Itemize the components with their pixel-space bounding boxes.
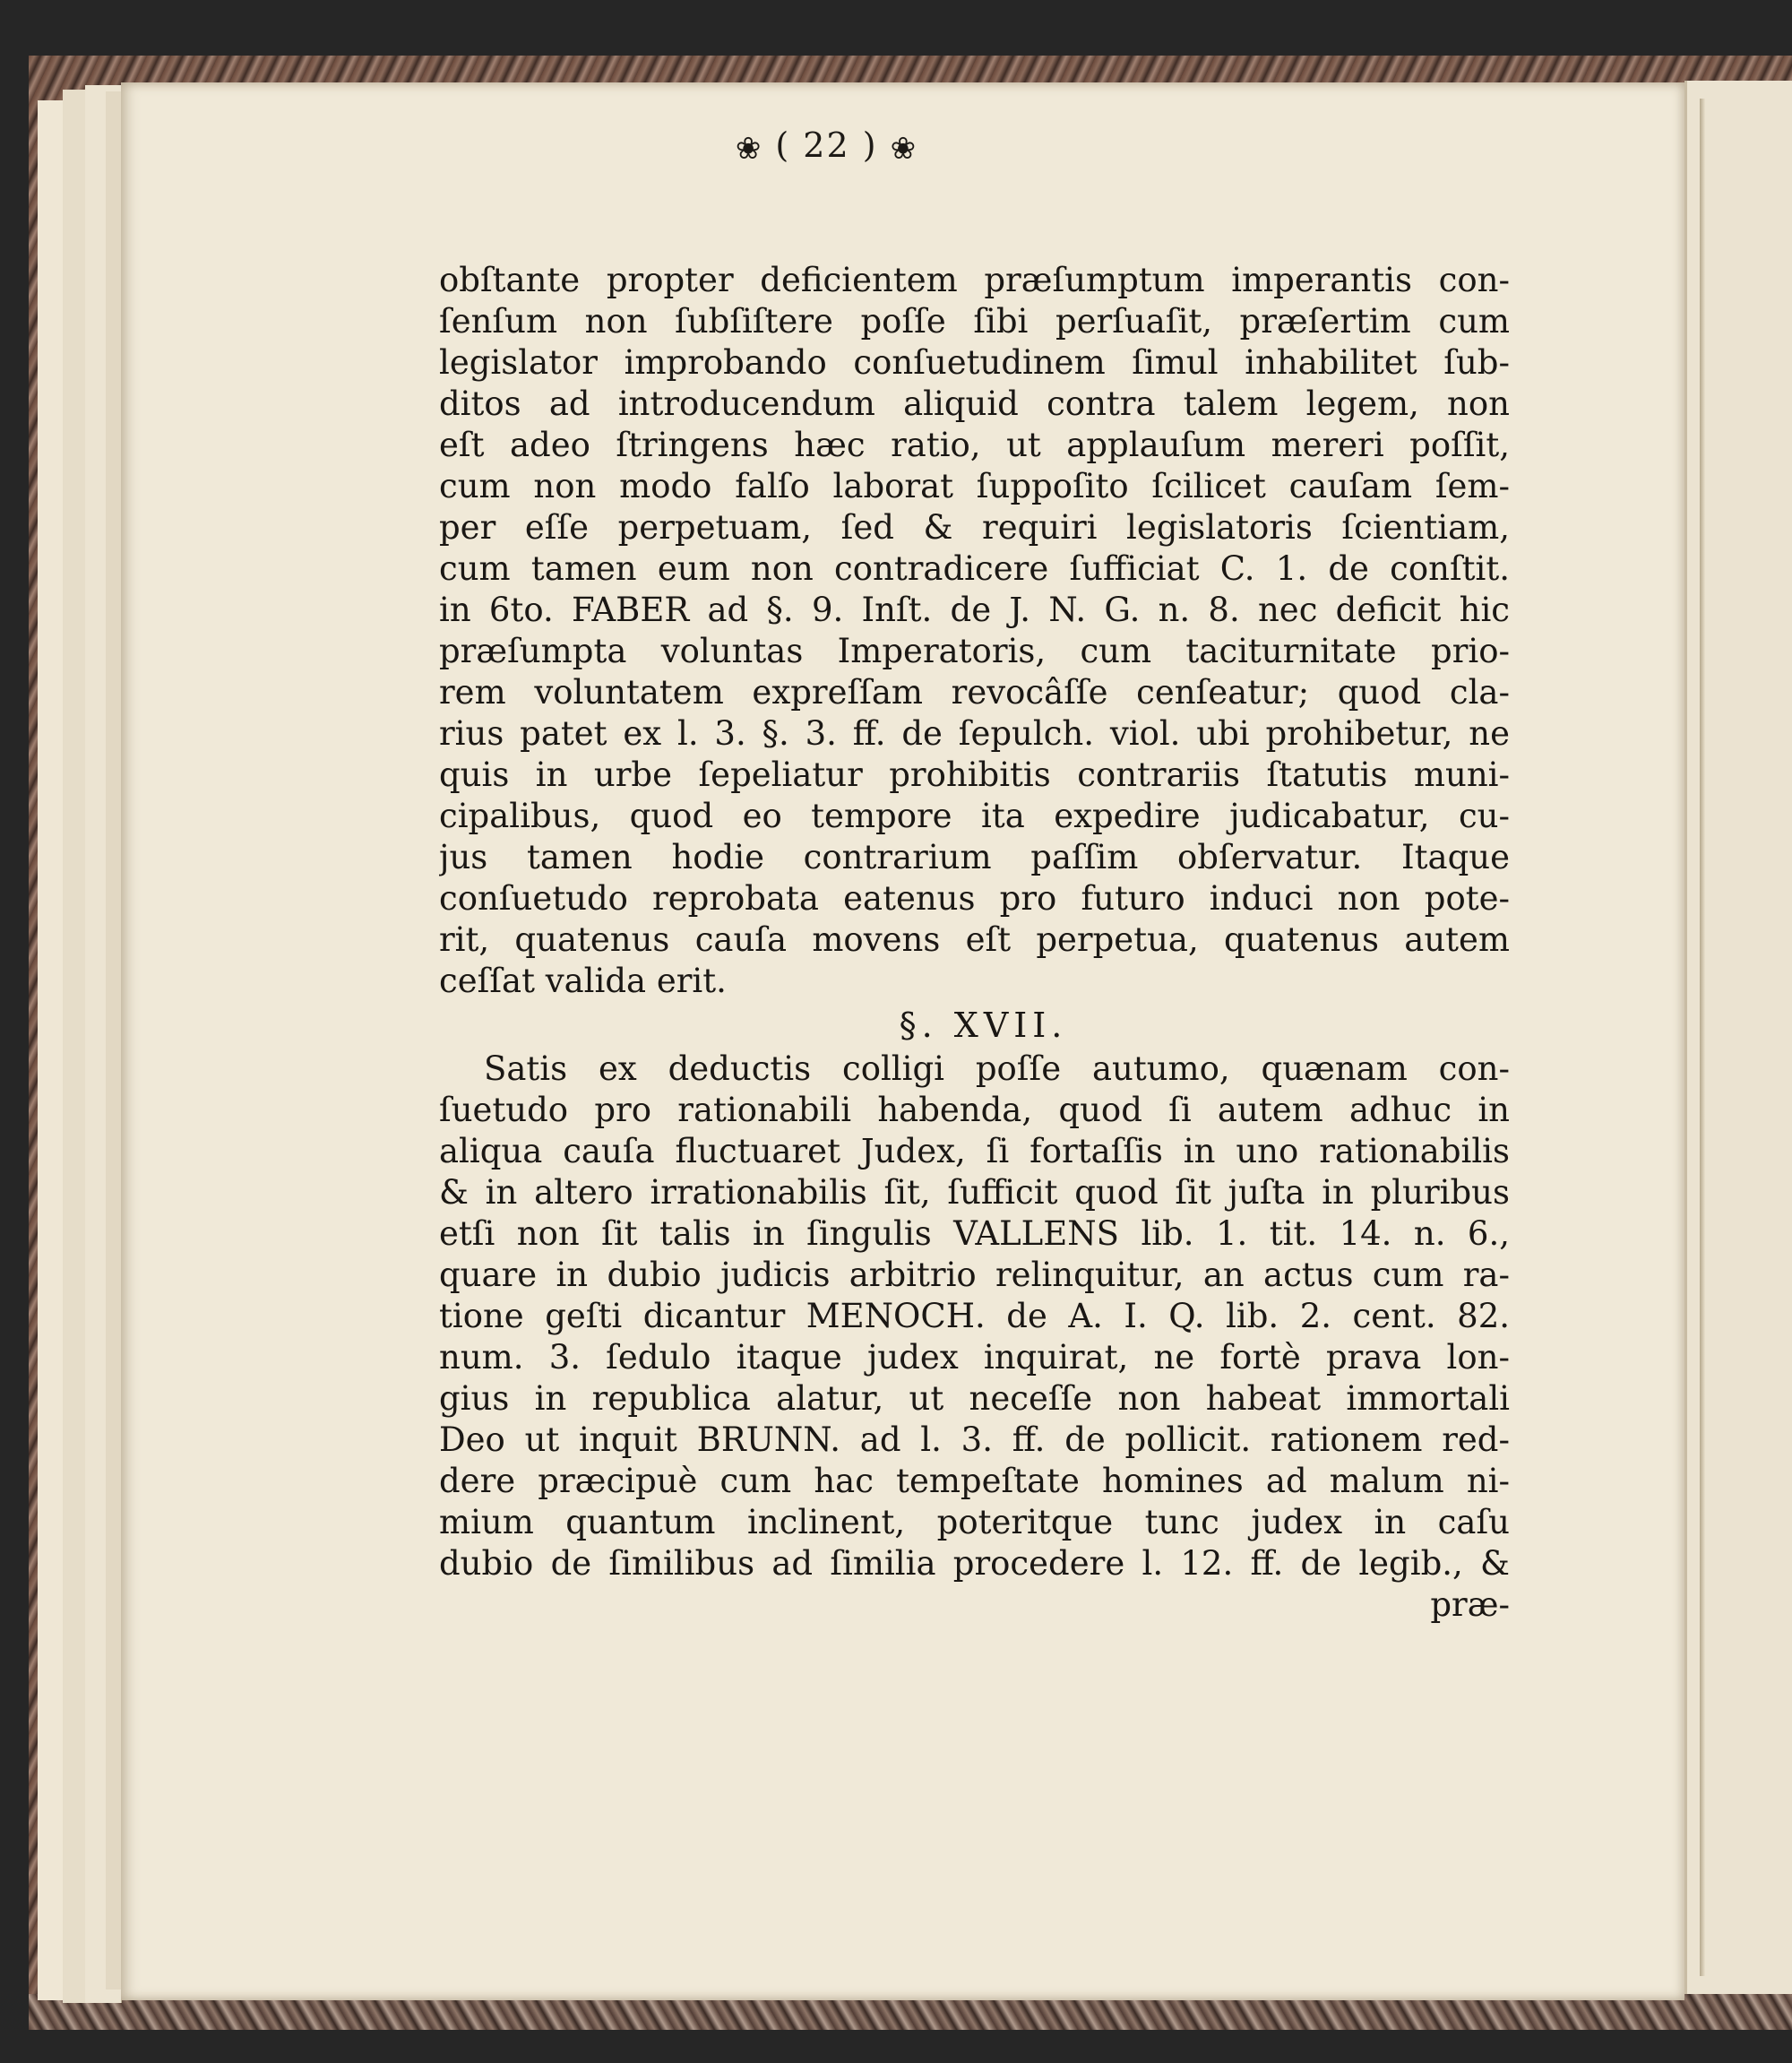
text-line: præſumpta voluntas Imperatoris, cum taciturnitate prio- [439,632,1510,670]
text-line: conſuetudo reprobata eatenus pro futuro induci non pote- [439,879,1510,918]
catchword: præ- [1430,1585,1510,1624]
text-line: gius in republica alatur, ut neceſſe non habeat immortali [439,1379,1510,1418]
text-line: ceſſat valida erit. [439,962,727,1000]
text-line: ditos ad introducendum aliquid contra talem legem, non [439,384,1510,423]
text-line: jus tamen hodie contrarium paſſim obſervatur. Itaque [439,838,1510,876]
section-heading: §. XVII. [899,1006,1068,1045]
running-head [0,125,1653,167]
text-line: ſuetudo pro rationabili habenda, quod ſi autem adhuc in [439,1091,1510,1129]
text-line: Satis ex deductis colligi poſſe autumo, quænam con- [484,1049,1510,1088]
text-line: rius patet ex l. 3. §. 3. ff. de ſepulch. viol. ubi prohibetur, ne [439,714,1510,753]
text-line: quis in urbe ſepeliatur prohibitis contrariis ſtatutis muni- [439,755,1510,794]
text-line: ſenſum non ſubſiſtere poſſe ſibi perſuaſit, præſertim cum [439,302,1510,341]
text-line: cum tamen eum non contradicere ſufficiat C. 1. de conſtit. [439,549,1510,588]
page-fold [1700,99,1705,1976]
facing-page-edge [1684,81,1792,1994]
text-line: Deo ut inquit BRUNN. ad l. 3. ff. de pollicit. rationem red- [439,1420,1510,1459]
text-line: & in altero irrationabilis ſit, ſufficit quod ſit juſta in pluribus [439,1173,1510,1212]
text-line: quare in dubio judicis arbitrio relinquitur, an actus cum ra- [439,1256,1510,1294]
text-line: tione geſti dicantur MENOCH. de A. I. Q. lib. 2. cent. 82. [439,1297,1510,1335]
text-line: etſi non ſit talis in ſingulis VALLENS lib. 1. tit. 14. n. 6., [439,1214,1510,1253]
text-line: cum non modo falſo laborat ſuppoſito ſcilicet cauſam ſem- [439,467,1510,505]
flower-ornament-icon: ❀ [735,130,763,167]
text-line: in 6to. FABER ad §. 9. Inſt. de J. N. G. n. 8. nec deficit hic [439,591,1510,629]
body-text [439,260,1510,1626]
text-line: eſt adeo ſtringens hæc ratio, ut applauſum mereri poſſit, [439,426,1510,464]
text-line: aliqua cauſa fluctuaret Judex, ſi fortaſſis in uno rationabilis [439,1132,1510,1170]
text-line: dubio de ſimilibus ad ſimilia procedere l. 12. ff. de legib., & [439,1544,1510,1583]
text-line: obſtante propter deficientem præſumptum imperantis con- [439,261,1510,299]
text-line: dere præcipuè cum hac tempeſtate homines ad malum ni- [439,1462,1510,1500]
paragraph-1 [439,260,1510,1002]
flower-ornament-icon: ❀ [890,130,918,167]
text-line: rem voluntatem expreſſam revocâſſe cenſeatur; quod cla- [439,673,1510,712]
paragraph-2 [439,1049,1510,1584]
text-line: cipalibus, quod eo tempore ita expedire judicabatur, cu- [439,797,1510,835]
text-line: rit, quatenus cauſa movens eſt perpetua, quatenus autem [439,920,1510,959]
text-line: num. 3. ſedulo itaque judex inquirat, ne fortè prava lon- [439,1338,1510,1377]
text-line: mium quantum inclinent, poteritque tunc judex in caſu [439,1503,1510,1541]
text-line: legislator improbando conſuetudinem ſimul inhabilitet ſub- [439,343,1510,382]
text-line: per eſſe perpetuam, ſed & requiri legislatoris ſcientiam, [439,508,1510,547]
page-number: ( 22 ) [775,125,878,165]
